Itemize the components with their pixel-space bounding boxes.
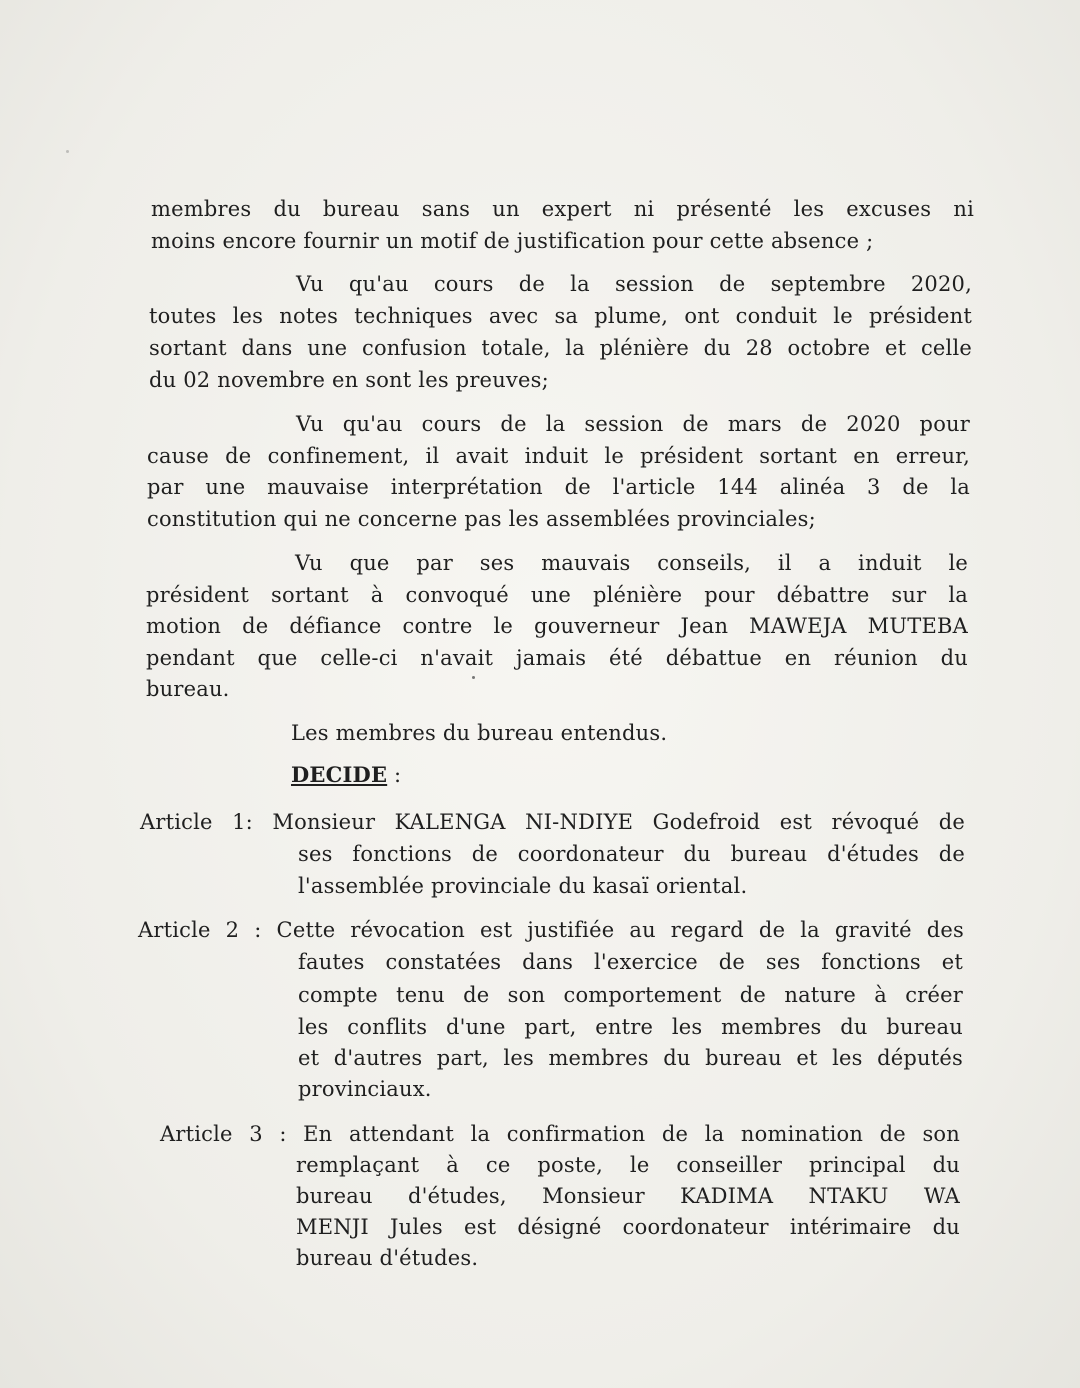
article-2-line: provinciaux. — [298, 1077, 432, 1101]
paragraph-line: moins encore fournir un motif de justification pour cette absence ; — [151, 229, 874, 253]
scan-speck — [66, 150, 69, 153]
bureau-heard-line: Les membres du bureau entendus. — [291, 721, 668, 745]
article-3-line: bureau d'études, Monsieur KADIMA NTAKU WA — [296, 1184, 960, 1208]
paragraph-line: Vu qu'au cours de la session de mars de 2020 pour — [296, 412, 970, 436]
decide-heading — [291, 759, 401, 791]
paragraph-line: président sortant à convoqué une plénière pour débattre sur la — [146, 583, 968, 607]
article-3-lead: Article 3 : En attendant la confirmation de la nomination de son — [160, 1122, 960, 1146]
article-3-line: MENJI Jules est désigné coordonateur intérimaire du — [296, 1215, 960, 1239]
paragraph-line: pendant que celle-ci n'avait jamais été débattue en réunion du — [146, 646, 968, 670]
paragraph-line: cause de confinement, il avait induit le président sortant en erreur, — [147, 444, 970, 468]
article-3-line: bureau d'études. — [296, 1246, 479, 1270]
article-2-line: les conflits d'une part, entre les membres du bureau — [298, 1015, 963, 1039]
article-2-line: et d'autres part, les membres du bureau et les députés — [298, 1046, 963, 1070]
paragraph-line: bureau. — [146, 677, 230, 701]
article-3-line: remplaçant à ce poste, le conseiller principal du — [296, 1153, 960, 1177]
paragraph-line: toutes les notes techniques avec sa plume, ont conduit le président — [149, 304, 972, 328]
article-2-line: compte tenu de son comportement de nature à créer — [298, 983, 963, 1007]
article-1-line: l'assemblée provinciale du kasaï oriental. — [298, 874, 748, 898]
scan-speck — [472, 676, 475, 679]
paragraph-line: sortant dans une confusion totale, la plénière du 28 octobre et celle — [149, 336, 972, 360]
paragraph-line: par une mauvaise interprétation de l'article 144 alinéa 3 de la — [147, 475, 970, 499]
paragraph-line: Vu qu'au cours de la session de septembre 2020, — [296, 272, 972, 296]
paragraph-line: Vu que par ses mauvais conseils, il a induit le — [295, 551, 968, 575]
paragraph-line: membres du bureau sans un expert ni présenté les excuses ni — [151, 197, 974, 221]
paragraph-line: motion de défiance contre le gouverneur Jean MAWEJA MUTEBA — [146, 614, 968, 638]
decide-colon: : — [387, 763, 402, 787]
article-1-lead: Article 1: Monsieur KALENGA NI-NDIYE Godefroid est révoqué de — [140, 810, 965, 834]
decide-word: DECIDE — [291, 762, 388, 787]
article-2-lead: Article 2 : Cette révocation est justifiée au regard de la gravité des — [138, 918, 964, 942]
article-1-line: ses fonctions de coordonateur du bureau d'études de — [298, 842, 965, 866]
paragraph-line: du 02 novembre en sont les preuves; — [149, 368, 549, 392]
article-2-line: fautes constatées dans l'exercice de ses fonctions et — [298, 950, 963, 974]
paragraph-line: constitution qui ne concerne pas les assemblées provinciales; — [147, 507, 816, 531]
